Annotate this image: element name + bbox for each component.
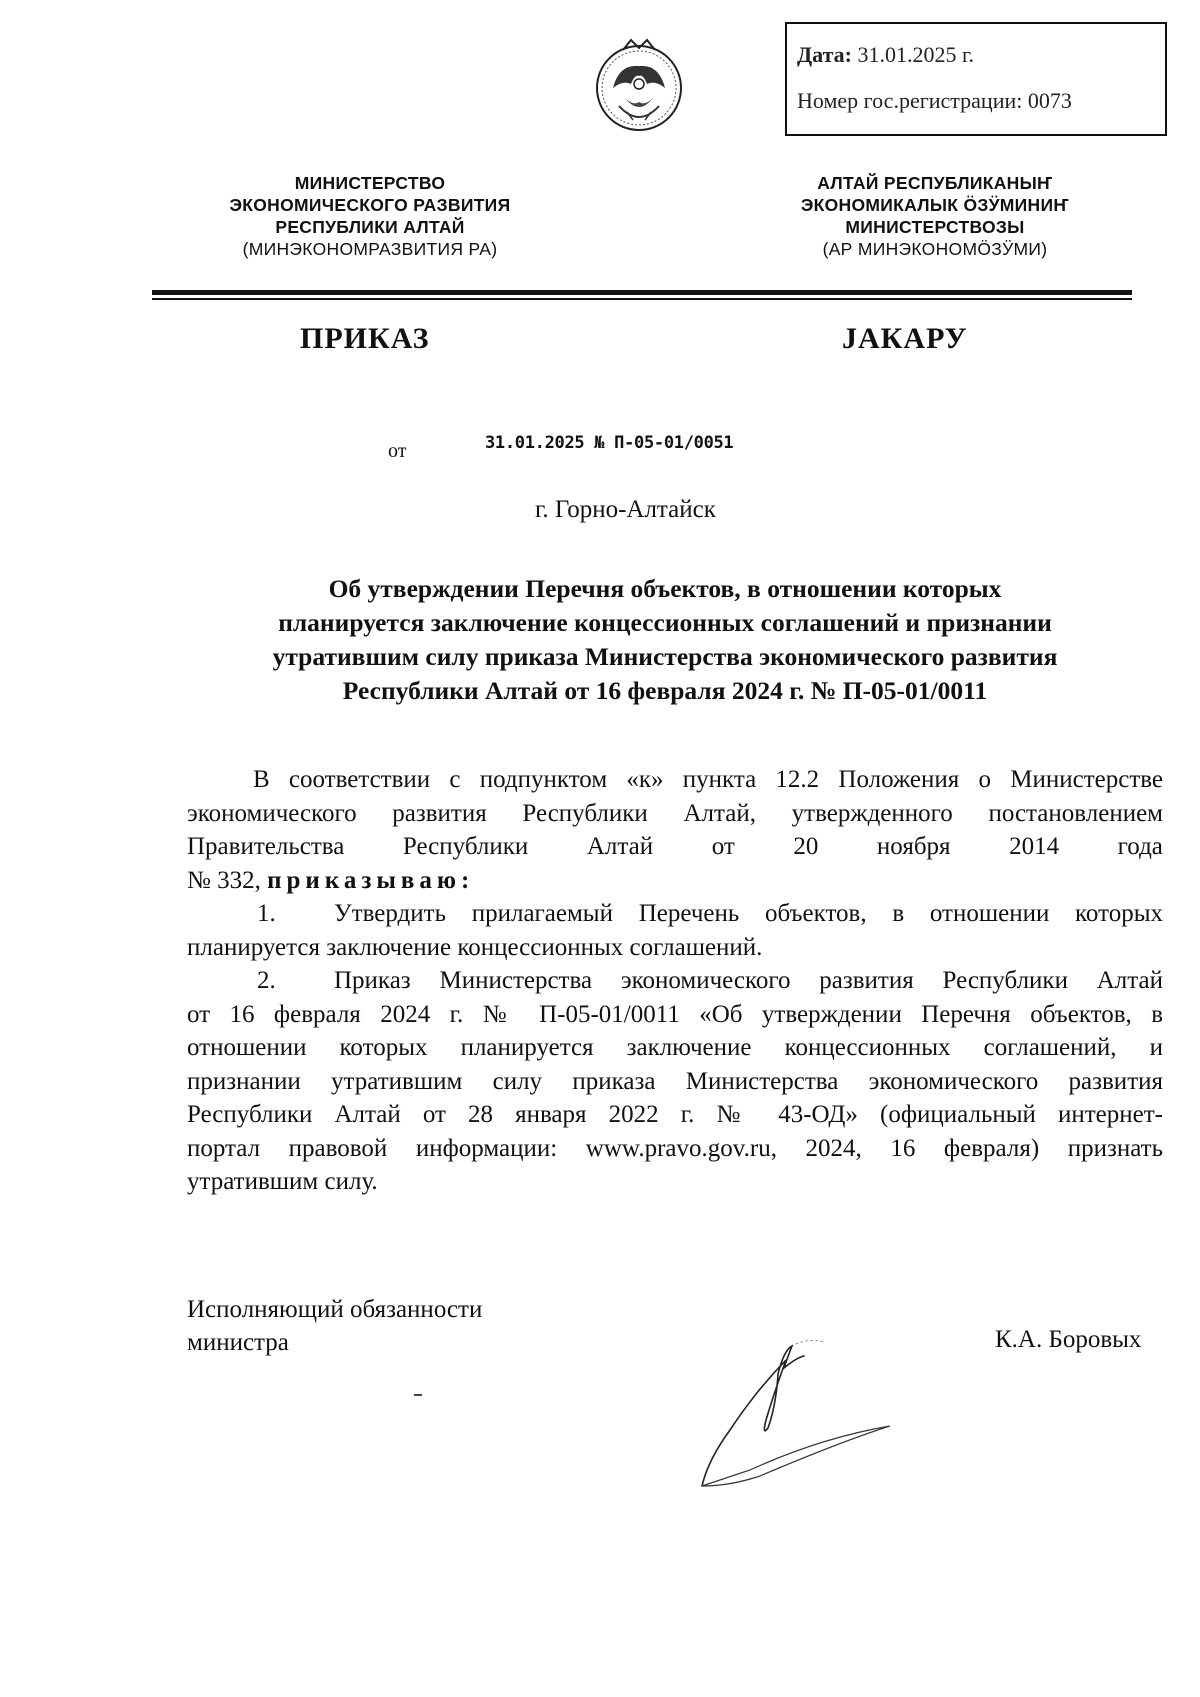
signer-position-line2: министра xyxy=(187,1329,289,1356)
p1-word: года xyxy=(1117,833,1163,860)
handwritten-signature-icon xyxy=(700,1310,910,1490)
paragraph1-line4 xyxy=(187,864,1163,898)
registration-number-label: Номер гос.регистрации: xyxy=(797,88,1023,113)
paragraph1-line2: экономического развития Республики Алтай, утвержденного постановлением xyxy=(187,799,1163,827)
item2-line3: отношении которых планируется заключение концессионных соглашений, и xyxy=(187,1034,1163,1061)
p1-word: Алтай xyxy=(586,833,654,860)
doc-type-alt: ЈАКАРУ xyxy=(842,322,968,355)
item2-line7: утратившим силу. xyxy=(187,1168,378,1195)
date-value: 31.01.2025 г. xyxy=(857,42,975,67)
item1-number: 1. xyxy=(257,900,276,927)
item2-number: 2. xyxy=(257,967,276,994)
header-divider-thick xyxy=(152,290,1132,295)
ministry-header-alt xyxy=(720,172,1150,260)
paragraph1-line1: В соответствии с подпунктом «к» пункта 12.2 Положения о Министерстве xyxy=(253,766,1163,793)
p1-word: Республики xyxy=(402,833,529,860)
p1-word: ноября xyxy=(876,833,951,860)
title-line-3: утратившим силу приказа Министерства экономического развития xyxy=(272,642,1058,671)
ministry-ru-line4: (МИНЭКОНОМРАЗВИТИЯ РА) xyxy=(242,239,498,259)
item2-line5: Республики Алтай от 28 января 2022 г. № 43-ОД» (официальный интернет- xyxy=(187,1101,1163,1128)
item2-line2: от 16 февраля 2024 г. № П-05-01/0011 «Об утверждении Перечня объектов, в xyxy=(187,1000,1163,1028)
item2-line6: портал правовой информации: www.pravo.gov.ru, 2024, 16 февраля) признать xyxy=(187,1134,1163,1162)
signer-position-line1: Исполняющий обязанности xyxy=(187,1296,483,1323)
ministry-alt-line1: АЛТАЙ РЕСПУБЛИКАНЫҤ xyxy=(817,173,1053,193)
city: г. Горно-Алтайск xyxy=(535,496,716,523)
p1-word: 2014 xyxy=(1009,833,1060,860)
ministry-header-ru xyxy=(170,172,570,260)
p1-word: 20 xyxy=(793,833,819,860)
signer-position xyxy=(187,1293,482,1359)
decree-reference: № 332, xyxy=(187,866,261,894)
title-line-1: Об утверждении Перечня объектов, в отношении которых xyxy=(328,574,1002,603)
item1-line1 xyxy=(187,897,1163,931)
order-number: 31.01.2025 № П-05-01/0051 xyxy=(485,433,734,453)
ministry-ru-line2: ЭКОНОМИЧЕСКОГО РАЗВИТИЯ xyxy=(229,195,511,215)
item1-line2: планируется заключение концессионных соглашений. xyxy=(187,933,763,961)
title-line-4: Республики Алтай от 16 февраля 2024 г. № П-05-01/0011 xyxy=(342,676,988,705)
ministry-ru-line1: МИНИСТЕРСТВО xyxy=(294,173,446,193)
ministry-alt-line2: ЭКОНОМИКАЛЫК ӦЗӰМИНИҤ xyxy=(800,195,1070,215)
item2-text-line1: Приказ Министерства экономического развития Республики Алтай xyxy=(334,967,1163,994)
ministry-ru-line3: РЕСПУБЛИКИ АЛТАЙ xyxy=(275,217,465,237)
ministry-alt-line4: (АР МИНЭКОНОМӦЗӰМИ) xyxy=(822,239,1048,259)
doc-type-ru: ПРИКАЗ xyxy=(300,322,430,355)
title-line-2: планируется заключение концессионных соглашений и признании xyxy=(278,608,1052,637)
order-from-label: от xyxy=(388,440,407,462)
registration-number-value: 0073 xyxy=(1027,88,1072,113)
ministry-alt-line3: МИНИСТЕРСТВОЗЫ xyxy=(845,217,1025,237)
altai-republic-emblem-icon xyxy=(593,36,685,144)
registration-number-row xyxy=(797,88,1072,114)
document-title xyxy=(200,572,1130,708)
p1-word: от xyxy=(711,833,735,860)
signer-name: К.А. Боровых xyxy=(995,1326,1142,1353)
order-verb: приказываю: xyxy=(267,866,475,894)
date-label: Дата: xyxy=(797,42,852,67)
registration-date-row xyxy=(797,42,974,68)
header-divider-thin xyxy=(152,298,1132,300)
registration-stamp xyxy=(785,22,1167,136)
stray-mark xyxy=(414,1394,422,1396)
item2-line1 xyxy=(187,964,1163,998)
item1-text-line1: Утвердить прилагаемый Перечень объектов, в отношении которых xyxy=(334,900,1163,927)
document-body xyxy=(187,763,1163,1199)
p1-word: Правительства xyxy=(187,833,345,860)
item2-line4: признании утратившим силу приказа Министерства экономического развития xyxy=(187,1067,1163,1095)
paragraph1-line3 xyxy=(187,830,1163,864)
